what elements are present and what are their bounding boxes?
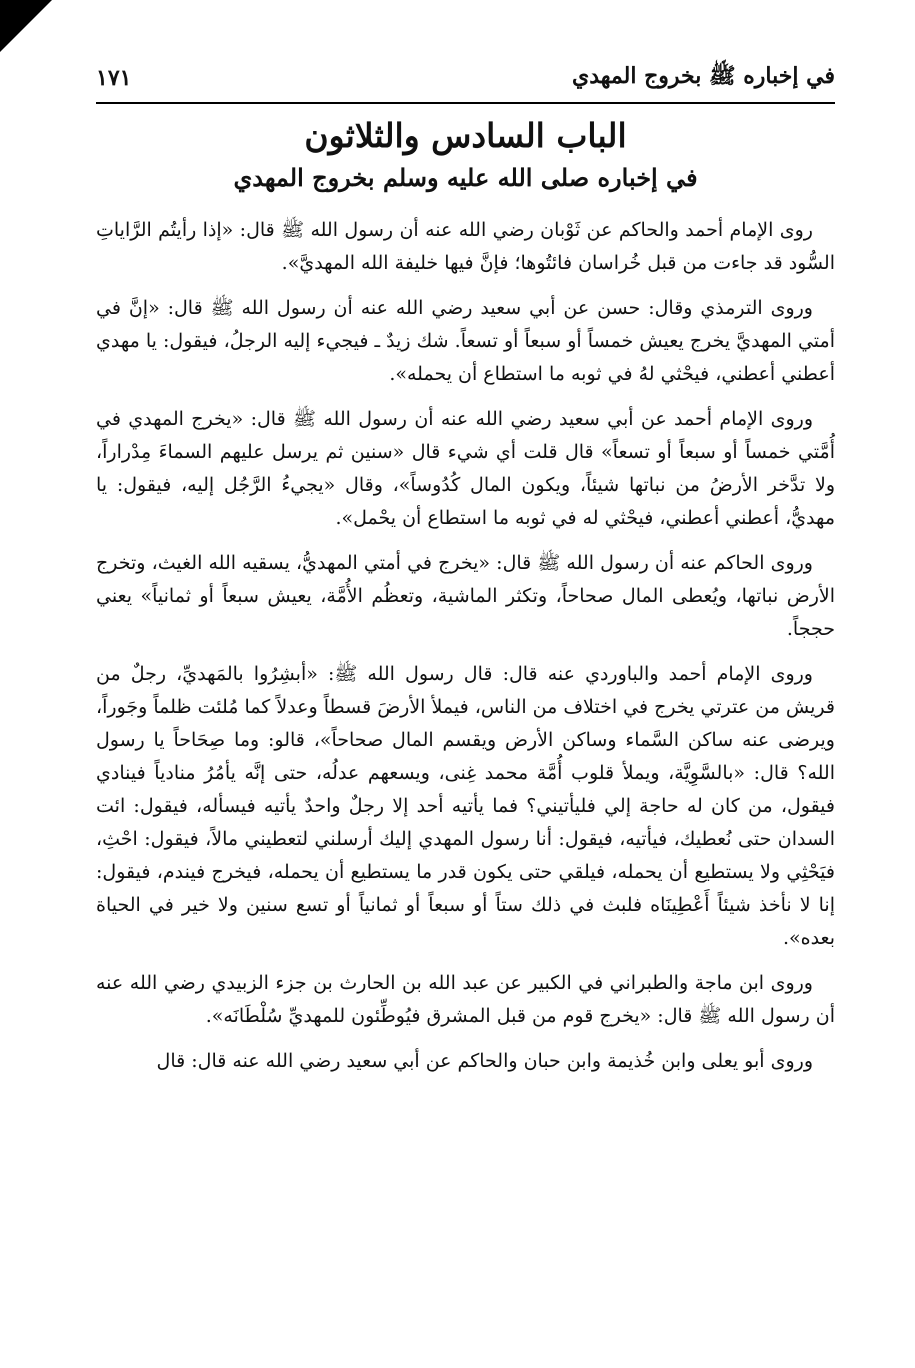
paragraph-5: وروى الإمام أحمد والباوردي عنه قال: قال رسول الله ﷺ: «أبشِرُوا بالمَهديِّ، رجلٌ من قريش من عترتي يخرج في اختلاف من الناس، فيملأ الأرضَ قسطاً وعدلاً كما مُلئت ظلماً وجَوراً، ويرضى عنه ساكن السَّماء وساكن الأرض ويقسم المال صحاحاً»، قالو: وما صِحَاحاً يا رسول الله؟ قال: «بالسَّوِيَّة، ويملأ قلوب أُمَّة محمد غِنى، ويسعهم عدلُه، حتى إنَّه يأمُرُ منادياً فينادي فيقول، من كان له حاجة إلي فليأتيني؟ فما يأتيه أحد إلا رجلٌ واحدٌ يأتيه فيسأله، فيقول: ائت السدان حتى نُعطيك، فيأتيه، فيقول: أنا رسول المهدي إليك أرسلني لتعطيني مالاً، فيقول: احْثِ، فيَحْثِي ولا يستطيع أن يحمله، فيلقي حتى يكون قدر ما يستطيع أن يحمله، فيخرج فيندم، فيقول: إنا لا نأخذ شيئاً أَعْطِينَاه فلبث في ذلك ستاً أو سبعاً أو ثمانياً أو تسع سنين ولا خير في الحياة بعده».: [96, 663, 835, 949]
paragraph-6: وروى ابن ماجة والطبراني في الكبير عن عبد الله بن الحارث بن جزء الزبيدي رضي الله عنه أن رسول الله ﷺ قال: «يخرج قوم من قبل المشرق فيُوطِّئون للمهديِّ سُلْطَانَه».: [96, 972, 835, 1027]
running-header: [96, 60, 835, 96]
paragraph-7: وروى أبو يعلى وابن خُذيمة وابن حبان والحاكم عن أبي سعيد رضي الله عنه قال: قال: [156, 1050, 813, 1072]
body-text: [96, 214, 835, 1090]
paragraph-1: روى الإمام أحمد والحاكم عن ثَوْبان رضي الله عنه أن رسول الله ﷺ قال: «إذا رأيتُم الرَّاياتِ السُّود قد جاءت من قبل خُراسان فائتُوها؛ فإنَّ فيها خليفة الله المهديَّ».: [96, 219, 835, 274]
page-number: ١٧١: [96, 65, 132, 91]
paragraph-4: وروى الحاكم عنه أن رسول الله ﷺ قال: «يخرج في أمتي المهديُّ، يسقيه الله الغيث، وتخرج الأرض نباتها، ويُعطى المال صحاحاً، وتكثر الماشية، وتعظُم الأُمَّة، يعيش سبعاً أو ثمانياً» يعني حججاً.: [96, 552, 835, 640]
running-title: في إخباره ﷺ بخروج المهدي: [571, 63, 835, 89]
scan-corner-mark: [0, 0, 52, 52]
chapter-title: الباب السادس والثلاثون: [304, 116, 627, 155]
paragraph-3: وروى الإمام أحمد عن أبي سعيد رضي الله عنه أن رسول الله ﷺ قال: «يخرج المهدي في أُمَّتي خمساً أو سبعاً أو تسعاً» قال قلت أي شيء قال «سنين ثم يرسل عليهم السماءَ مِدْراراً، ولا تدَّخر الأرضُ من نباتها شيئاً، ويكون المال كُدُوساً»، وقال «يجيءُ الرَّجُل إليه، فيقول: يا مهديُّ، أعطني أعطني، فيحْثي له في ثوبه ما استطاع أن يحْمل».: [96, 408, 835, 529]
paragraph-2: وروى الترمذي وقال: حسن عن أبي سعيد رضي الله عنه أن رسول الله ﷺ قال: «إنَّ في أمتي المهديَّ يخرج يعيش خمساً أو سبعاً أو تسعاً. شك زيدٌ ـ فيجيء إليه الرجلُ، فيقول: يا مهدي أعطني أعطني، فيحْثي لهُ في ثوبه ما استطاع أن يحمله».: [96, 297, 835, 385]
chapter-subtitle: في إخباره صلى الله عليه وسلم بخروج المهدي: [233, 163, 698, 192]
header-rule: [96, 102, 835, 104]
